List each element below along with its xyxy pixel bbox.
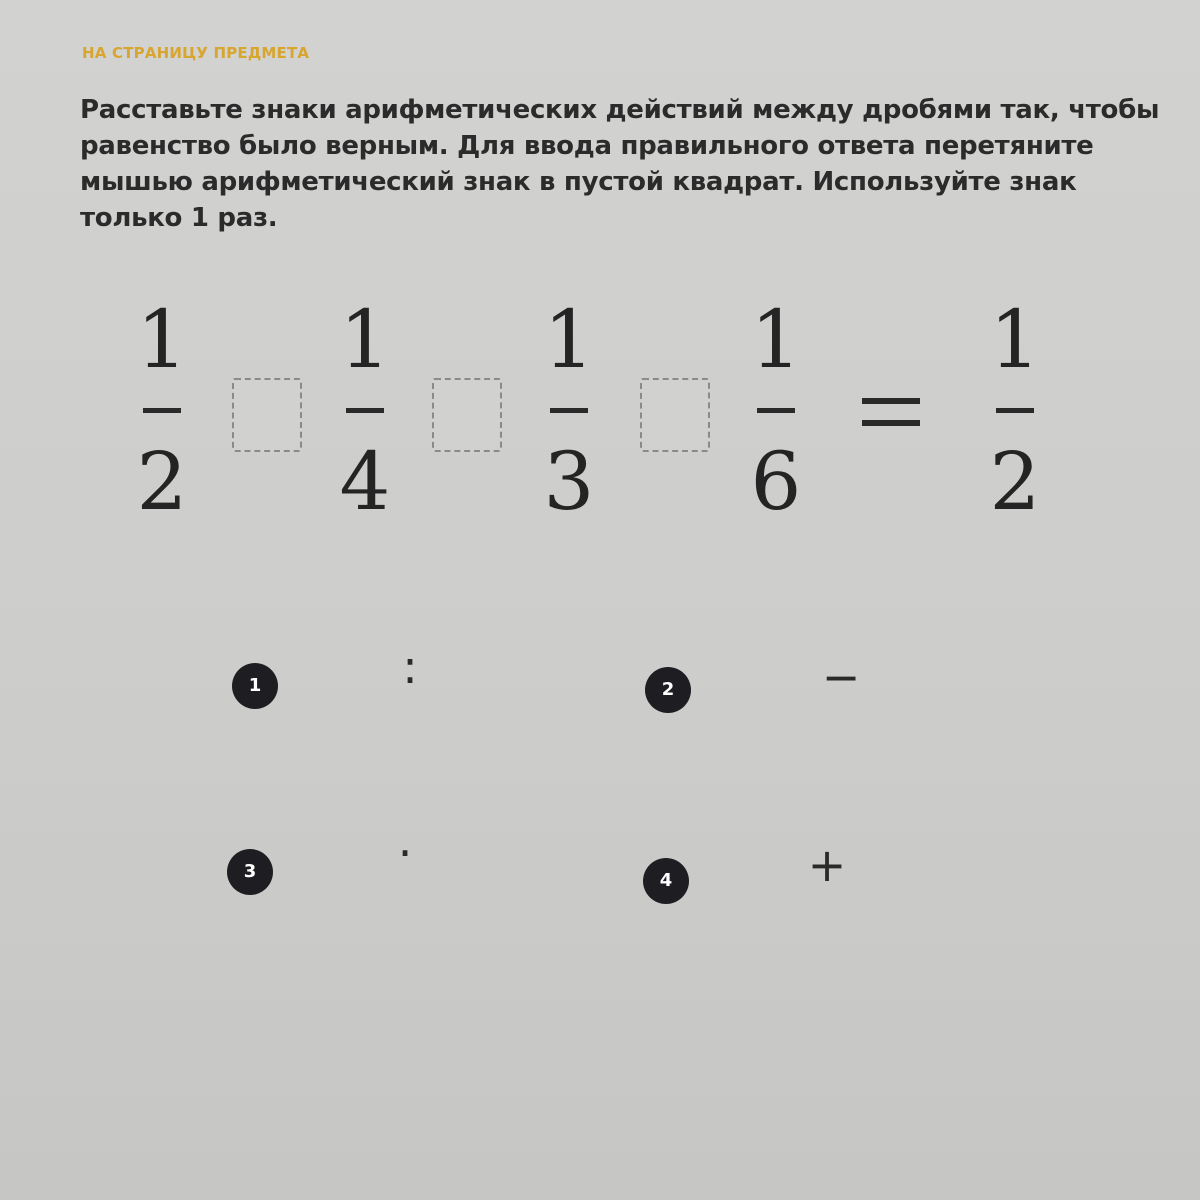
fraction-3-denominator: 3 [543,435,595,528]
fraction-4 [731,293,821,530]
fraction-1-numerator: 1 [136,293,188,386]
sign-slot-1[interactable] [232,378,302,452]
fraction-bar [346,408,384,413]
equals-sign [862,396,920,430]
fraction-2 [320,293,410,530]
minus-sign: − [821,650,861,704]
divide-sign: : [402,640,418,694]
fraction-2-numerator: 1 [339,293,391,386]
fraction-result [970,293,1060,530]
option-number-badge: 2 [645,667,691,713]
option-number-badge: 4 [643,858,689,904]
option-number-badge: 3 [227,849,273,895]
back-to-subject-link[interactable]: НА СТРАНИЦУ ПРЕДМЕТА [82,44,310,62]
fraction-4-denominator: 6 [750,435,802,528]
fraction-1-denominator: 2 [136,435,188,528]
task-instructions: Расставьте знаки арифметических действий между дробями так, чтобы равенство было верным. Для ввода правильного ответа перетяните мышью арифметический знак в пустой квадрат. Используйте знак только 1 раз. [80,95,1160,233]
fraction-bar [143,408,181,413]
option-4-plus[interactable] [635,810,935,950]
option-1-divide[interactable] [222,630,522,770]
option-3-multiply[interactable] [222,810,522,950]
sign-slot-3[interactable] [640,378,710,452]
sign-slot-2[interactable] [432,378,502,452]
fraction-bar [996,408,1034,413]
option-number-badge: 1 [232,663,278,709]
fraction-result-denominator: 2 [989,435,1041,528]
fraction-4-numerator: 1 [750,293,802,386]
fraction-2-denominator: 4 [339,435,391,528]
fraction-3 [524,293,614,530]
fraction-bar [757,408,795,413]
fraction-bar [550,408,588,413]
plus-sign: + [807,838,847,892]
fraction-3-numerator: 1 [543,293,595,386]
fraction-1 [117,293,207,530]
option-2-minus[interactable] [635,630,935,770]
multiply-sign: · [397,826,413,880]
fraction-result-numerator: 1 [989,293,1041,386]
